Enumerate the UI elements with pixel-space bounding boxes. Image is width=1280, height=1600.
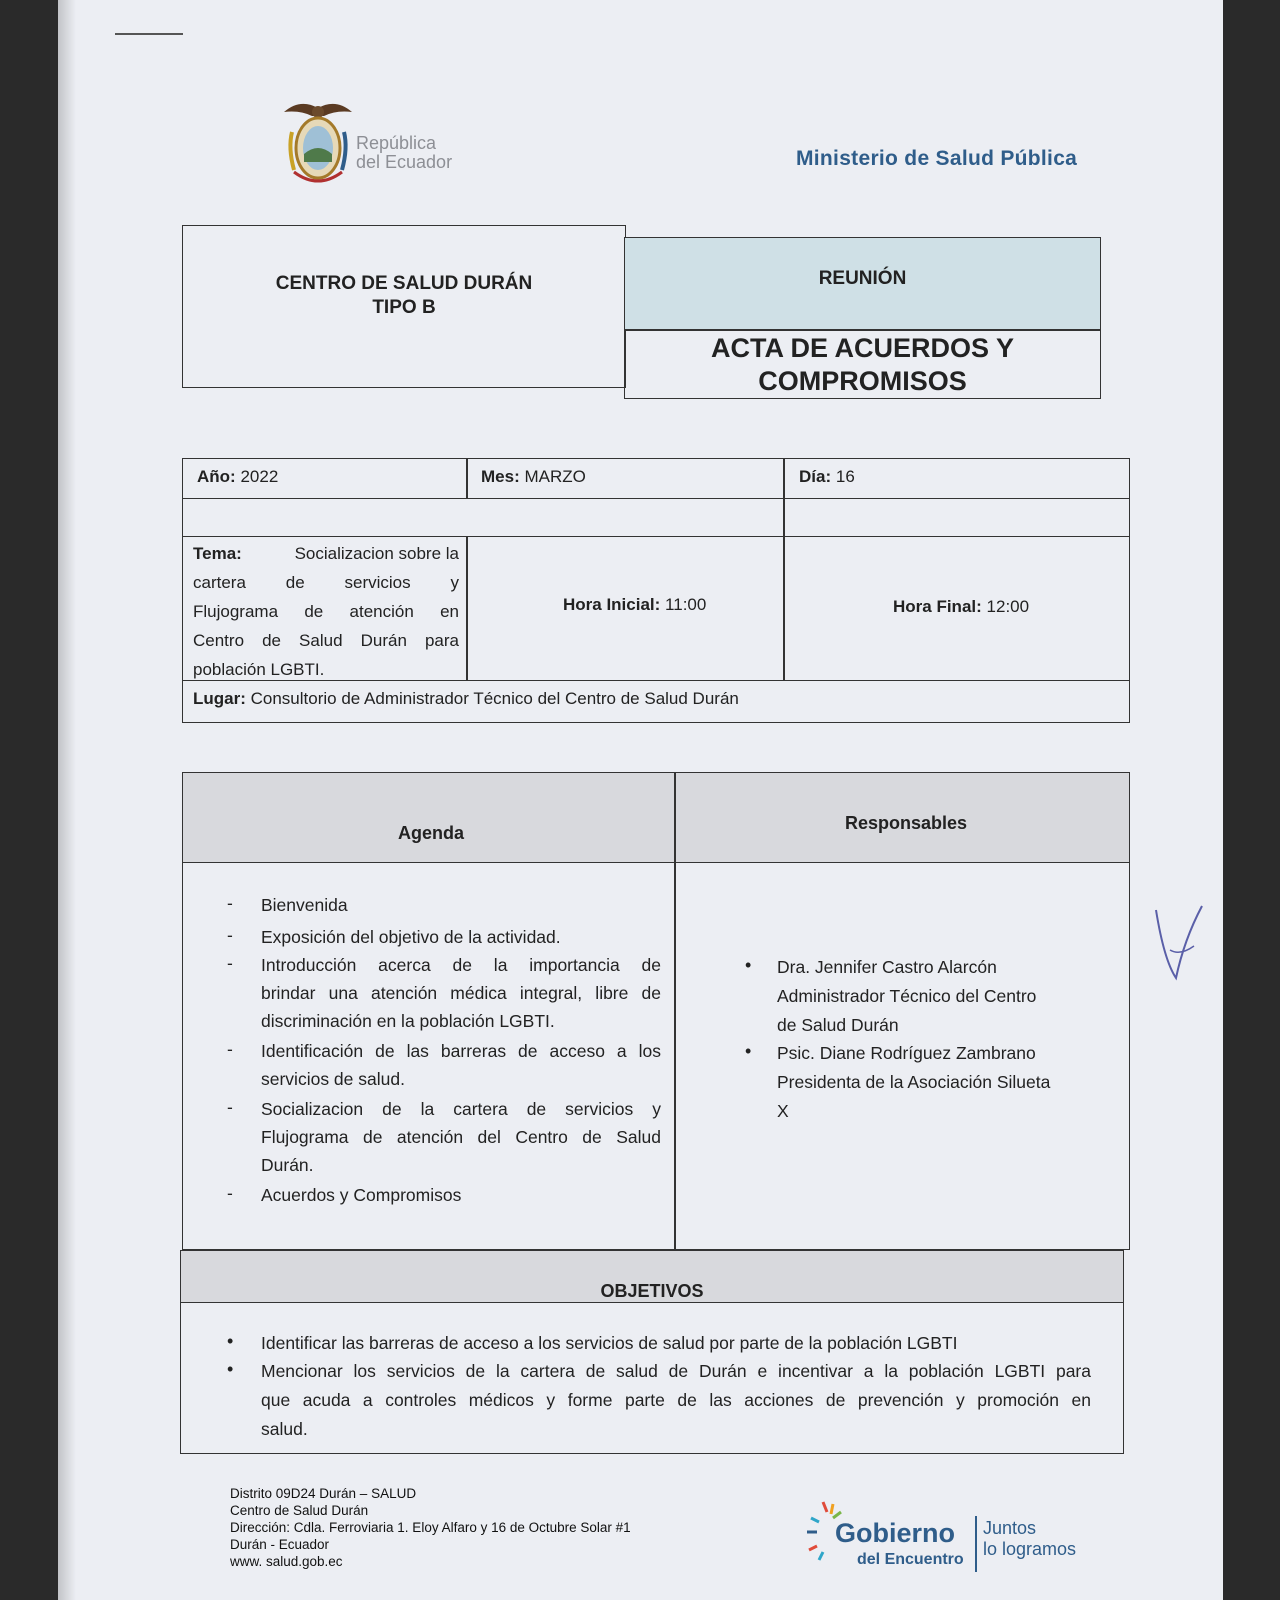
agenda-header: Agenda — [398, 823, 465, 843]
agenda-item: Identificación de las barreras de acceso a los servicios de salud. — [261, 1041, 661, 1089]
mes-field: Mes: MARZO — [481, 467, 586, 486]
meeting-info-table — [182, 458, 1130, 723]
ministerio-title: Ministerio de Salud Pública — [796, 147, 1078, 170]
encuentro-label: del Encuentro — [857, 1551, 964, 1568]
juntos-tagline: Juntos lo logramos — [983, 1518, 1077, 1559]
objetivos-table — [180, 1250, 1124, 1454]
responsables-header: Responsables — [845, 813, 968, 833]
scan-edge-shadow — [58, 0, 76, 1600]
hora-inicial-field: Hora Inicial: 11:00 — [563, 595, 707, 614]
bullet-icon: • — [745, 955, 752, 975]
bullet-icon: • — [227, 1359, 234, 1379]
gobierno-encuentro-logo — [805, 1498, 1095, 1588]
centro-name: CENTRO DE SALUD DURÁN TIPO B — [275, 273, 533, 318]
agenda-table: Agenda Responsables - Bienvenida - Exposición del objetivo de la actividad. - Introducción acerca de la importancia de brindar una atención médica integral, libre de discriminación en la población LGBTI. - Identificación de las barreras de acceso a los servicios de salud. - Socializacion de la cartera de servicios y Flujograma de atención del Centro de Salud Durán. - Acuerdos y Compromisos • Dra. Jennifer Castro Alarcón Administrador Técnico del Centro de Salud Durán • Psic. Diane Rodríguez Zambrano Presidenta de la Asociación Silueta X — [182, 772, 1130, 1250]
gobierno-label: Gobierno — [835, 1518, 955, 1548]
centro-cell — [182, 225, 626, 388]
date-row — [183, 459, 1129, 499]
agenda-item: Acuerdos y Compromisos — [261, 1185, 462, 1205]
coat-of-arms-icon — [280, 98, 356, 194]
agenda-header-row — [183, 773, 1129, 863]
anio-field: Año: 2022 — [197, 467, 279, 486]
reunion-cell — [624, 237, 1101, 331]
republica-ecuador-logo — [280, 98, 480, 198]
lugar-field: Lugar: Consultorio de Administrador Técnico del Centro de Salud Durán — [193, 689, 739, 708]
hora-final-field: Hora Final: 12:00 — [893, 597, 1030, 616]
republica-label: República del Ecuador — [356, 133, 453, 172]
acta-title: ACTA DE ACUERDOS Y COMPROMISOS — [710, 333, 1015, 396]
reunion-label: REUNIÓN — [818, 268, 907, 289]
bullet-icon: • — [227, 1331, 234, 1351]
tema-field: Tema: Socializacion sobre la cartera de servicios y Flujograma de atención en Centro de Salud Durán para población LGBTI. — [193, 544, 459, 679]
agenda-item: Socializacion de la cartera de servicios y Flujograma de atención del Centro de Salud Durán. — [261, 1099, 661, 1175]
corner-dash — [115, 33, 183, 35]
objetivo-item: Identificar las barreras de acceso a los servicios de salud por parte de la población LGBTI — [261, 1333, 958, 1353]
bullet-icon: • — [745, 1041, 752, 1061]
agenda-item: Exposición del objetivo de la actividad. — [261, 927, 561, 947]
objetivo-item: Mencionar los servicios de la cartera de salud de Durán e incentivar a la población LGBTI para que acuda a controles médicos y forme parte de las acciones de prevención y promoción en salud. — [261, 1361, 1091, 1439]
responsable-item: Psic. Diane Rodríguez Zambrano Presidenta de la Asociación Silueta X — [777, 1043, 1051, 1121]
footer-address: Distrito 09D24 Durán – SALUD Centro de Salud Durán Dirección: Cdla. Ferroviaria 1. Eloy Alfaro y 16 de Octubre Solar #1 Durán - Ecuador www. salud.gob.ec — [230, 1486, 631, 1569]
signature-scribble — [1150, 900, 1210, 990]
dia-field: Día: 16 — [799, 467, 855, 486]
acta-cell — [624, 329, 1101, 399]
agenda-item: Bienvenida — [261, 895, 348, 915]
responsable-item: Dra. Jennifer Castro Alarcón Administrador Técnico del Centro de Salud Durán — [777, 957, 1037, 1035]
objetivos-title: OBJETIVOS — [600, 1281, 704, 1301]
agenda-item: Introducción acerca de la importancia de brindar una atención médica integral, libre de discriminación en la población LGBTI. — [261, 955, 661, 1031]
